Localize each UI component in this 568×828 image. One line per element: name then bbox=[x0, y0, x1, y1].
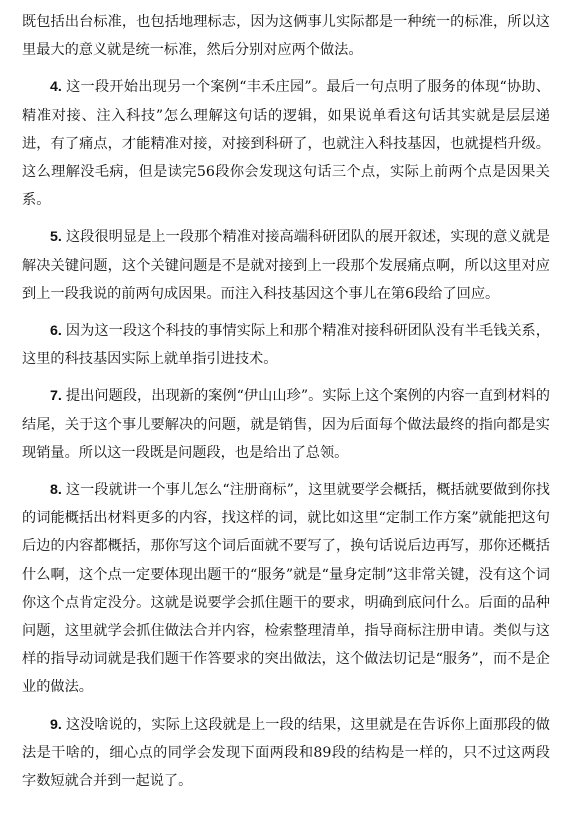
paragraph-text: 因为这一段这个科技的事情实际上和那个精准对接科研团队没有半毛钱关系，这里的科技基因实际上就单指引进技术。 bbox=[22, 323, 550, 368]
paragraph-text: 这一段开始出现另一个案例“丰禾庄园”。最后一句点明了服务的体现“协助、精准对接、注入科技”怎么理解这句话的逻辑，如果说单看这句话其实就是层层递进，有了痛点，才能精准对接，对接到科研了，也就注入科技基因，也就提档升级。这么理解没毛病，但是读完56段你会发现这句话三个点，实际上前两个点是因果关系。 bbox=[22, 79, 550, 209]
paragraph-4 bbox=[22, 73, 550, 214]
paragraph-text: 这段很明显是上一段那个精准对接高端科研团队的展开叙述，实现的意义就是解决关键问题，这个关键问题是不是就对接到上一段那个发展痛点啊，所以这里对应到上一段我说的前两句成因果。而注入科技基因这个事儿在第6段给了回应。 bbox=[22, 229, 550, 302]
paragraph-text: 这没啥说的，实际上这段就是上一段的结果，这里就是在告诉你上面那段的做法是干啥的，细心点的同学会发现下面两段和89段的结构是一样的，只不过这两段字数短就合并到一起说了。 bbox=[22, 716, 550, 790]
paragraph-7 bbox=[22, 382, 550, 467]
paragraph-number: 6. bbox=[50, 323, 62, 340]
paragraph-text: 提出问题段，出现新的案例“伊山山珍”。实际上这个案例的内容一直到材料的结尾，关于这个事儿要解决的问题，就是销售，因为后面每个做法最终的指向都是实现销量。所以这一段既是问题段，也是给出了总领。 bbox=[22, 388, 550, 461]
paragraph-number: 8. bbox=[50, 482, 62, 499]
paragraph-text: 既包括出台标准，也包括地理标志，因为这俩事儿实际都是一种统一的标准，所以这里最大的意义就是统一标准，然后分别对应两个做法。 bbox=[22, 14, 550, 59]
paragraph-number: 7. bbox=[50, 388, 62, 405]
paragraph-8 bbox=[22, 476, 550, 702]
paragraph-5 bbox=[22, 223, 550, 308]
paragraph-number: 9. bbox=[50, 716, 62, 733]
paragraph-number: 5. bbox=[50, 229, 62, 246]
paragraph-text: 这一段就讲一个事儿怎么“注册商标”，这里就要学会概括，概括就要做到你找的词能概括出材料更多的内容，找这样的词，就比如这里“定制工作方案”就能把这句后边的内容都概括，那你写这个词后面就不要写了，换句话说后边再写，那你还概括什么啊，这个点一定要体现出题干的“服务”就是“量身定制”这非常关键，没有这个词你这个点肯定没分。这就是说要学会抓住题干的要求，明确到底问什么。后面的品种问题，这里就学会抓住做法合并内容，检索整理清单，指导商标注册申请。类似与这样的指导动词就是我们题干作答要求的突出做法，这个做法切记是“服务”，而不是企业的做法。 bbox=[22, 482, 550, 696]
paragraph-number: 4. bbox=[50, 79, 62, 96]
paragraph-6 bbox=[22, 317, 550, 373]
paragraph-9 bbox=[22, 711, 550, 796]
paragraph-continued bbox=[22, 8, 550, 64]
